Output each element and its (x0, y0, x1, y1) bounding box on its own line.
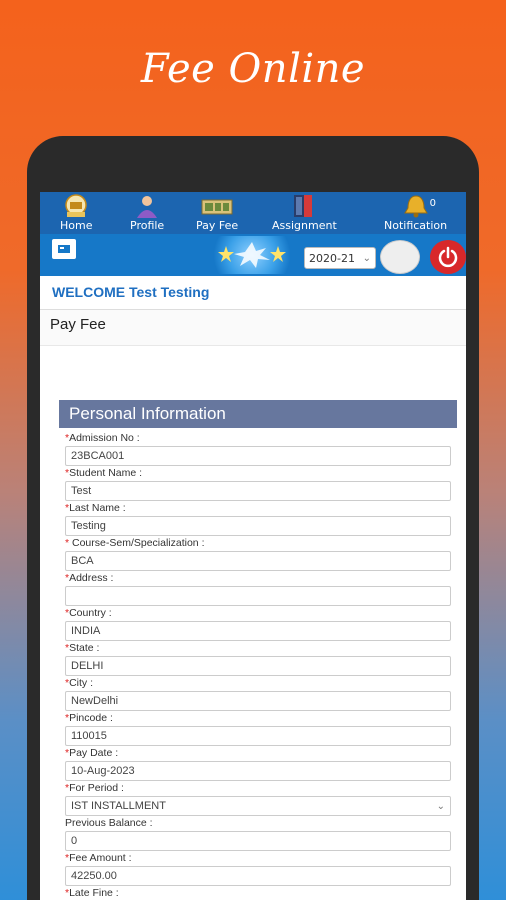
top-navigation (40, 192, 466, 234)
required-marker: * (65, 852, 70, 864)
field-label (65, 572, 451, 585)
field-label (65, 537, 451, 550)
session-select-value: 2020-21 (309, 251, 355, 265)
field-label (65, 747, 451, 760)
field-value: Test (71, 485, 92, 497)
field-label (65, 502, 451, 515)
field-input[interactable] (65, 866, 451, 886)
notification-count: 0 (429, 198, 436, 209)
field-input[interactable] (65, 761, 451, 781)
field-input[interactable] (65, 551, 451, 571)
menu-icon (57, 243, 71, 255)
session-select[interactable] (304, 247, 376, 269)
nav-profile-label: Profile (130, 219, 165, 232)
field-label-text: Course-Sem/Specialization : (69, 537, 205, 549)
avatar[interactable] (380, 240, 420, 274)
field-label (65, 677, 451, 690)
personal-information-form (59, 428, 457, 900)
field-label-text: Student Name : (69, 467, 143, 479)
field-value: IST INSTALLMENT (71, 800, 166, 812)
required-marker: * (65, 887, 70, 899)
field-label (65, 607, 451, 620)
banner-image (208, 236, 296, 274)
required-marker: * (65, 537, 70, 549)
required-marker: * (65, 572, 70, 584)
assignment-icon (290, 194, 318, 218)
chevron-down-icon: ⌄ (362, 252, 371, 264)
nav-profile[interactable] (130, 194, 164, 232)
nav-notification[interactable] (384, 194, 447, 232)
power-icon (437, 246, 459, 268)
nav-pay-fee[interactable] (196, 196, 238, 232)
home-logo-icon (61, 194, 91, 218)
field-input[interactable] (65, 516, 451, 536)
menu-button[interactable] (52, 239, 76, 259)
field-value: INDIA (71, 625, 101, 637)
field-label-text: For Period : (69, 782, 124, 794)
promo-title: Fee Online (140, 46, 366, 92)
field-value: 42250.00 (71, 870, 117, 882)
nav-home[interactable] (60, 194, 92, 232)
required-marker: * (65, 677, 70, 689)
profile-icon (135, 194, 159, 218)
welcome-message: WELCOME Test Testing (40, 276, 466, 310)
nav-assignment[interactable] (272, 194, 337, 232)
field-label (65, 642, 451, 655)
field-label (65, 432, 451, 445)
required-marker: * (65, 712, 70, 724)
nav-home-label: Home (60, 219, 93, 232)
field-label (65, 467, 451, 480)
field-input[interactable] (65, 831, 451, 851)
field-label-text: Pay Date : (69, 747, 119, 759)
required-marker: * (65, 607, 70, 619)
field-input[interactable] (65, 446, 451, 466)
field-value: DELHI (71, 660, 104, 672)
nav-pay-fee-label: Pay Fee (196, 219, 239, 232)
chevron-down-icon: ⌄ (436, 800, 445, 812)
required-marker: * (65, 642, 70, 654)
field-label (65, 817, 451, 830)
sub-header-bar (40, 234, 466, 276)
field-value: 23BCA001 (71, 450, 125, 462)
field-label-text: City : (69, 677, 94, 689)
field-input[interactable] (65, 481, 451, 501)
field-input[interactable] (65, 586, 451, 606)
field-label-text: Previous Balance : (65, 817, 153, 829)
logout-button[interactable] (430, 240, 466, 274)
personal-information-section (59, 400, 457, 900)
field-label-text: Late Fine : (69, 887, 119, 899)
field-value: Testing (71, 520, 106, 532)
field-input[interactable] (65, 691, 451, 711)
app-screen (40, 192, 466, 900)
field-label-text: Country : (69, 607, 112, 619)
field-input[interactable] (65, 656, 451, 676)
required-marker: * (65, 782, 70, 794)
page-title: Pay Fee (40, 310, 466, 346)
field-label-text: Address : (69, 572, 114, 584)
sparkle-banner-icon (212, 240, 292, 270)
field-label-text: Pincode : (69, 712, 113, 724)
required-marker: * (65, 747, 70, 759)
bell-icon (401, 194, 431, 218)
field-label-text: Fee Amount : (69, 852, 132, 864)
field-value: NewDelhi (71, 695, 119, 707)
required-marker: * (65, 432, 70, 444)
field-value: 110015 (71, 730, 107, 742)
field-value: 10-Aug-2023 (71, 765, 135, 777)
pay-fee-icon (201, 196, 233, 218)
field-input[interactable] (65, 621, 451, 641)
field-value: 0 (71, 835, 78, 847)
field-label (65, 887, 451, 900)
field-value: BCA (71, 555, 94, 567)
field-label (65, 782, 451, 795)
field-input[interactable] (65, 726, 451, 746)
section-title: Personal Information (59, 400, 457, 428)
field-label-text: Last Name : (69, 502, 126, 514)
field-label-text: Admission No : (69, 432, 140, 444)
period-select[interactable] (65, 796, 451, 816)
required-marker: * (65, 467, 70, 479)
nav-notification-label: Notification (384, 219, 448, 232)
required-marker: * (65, 502, 70, 514)
field-label (65, 712, 451, 725)
nav-assignment-label: Assignment (272, 219, 337, 232)
field-label (65, 852, 451, 865)
field-label-text: State : (69, 642, 100, 654)
